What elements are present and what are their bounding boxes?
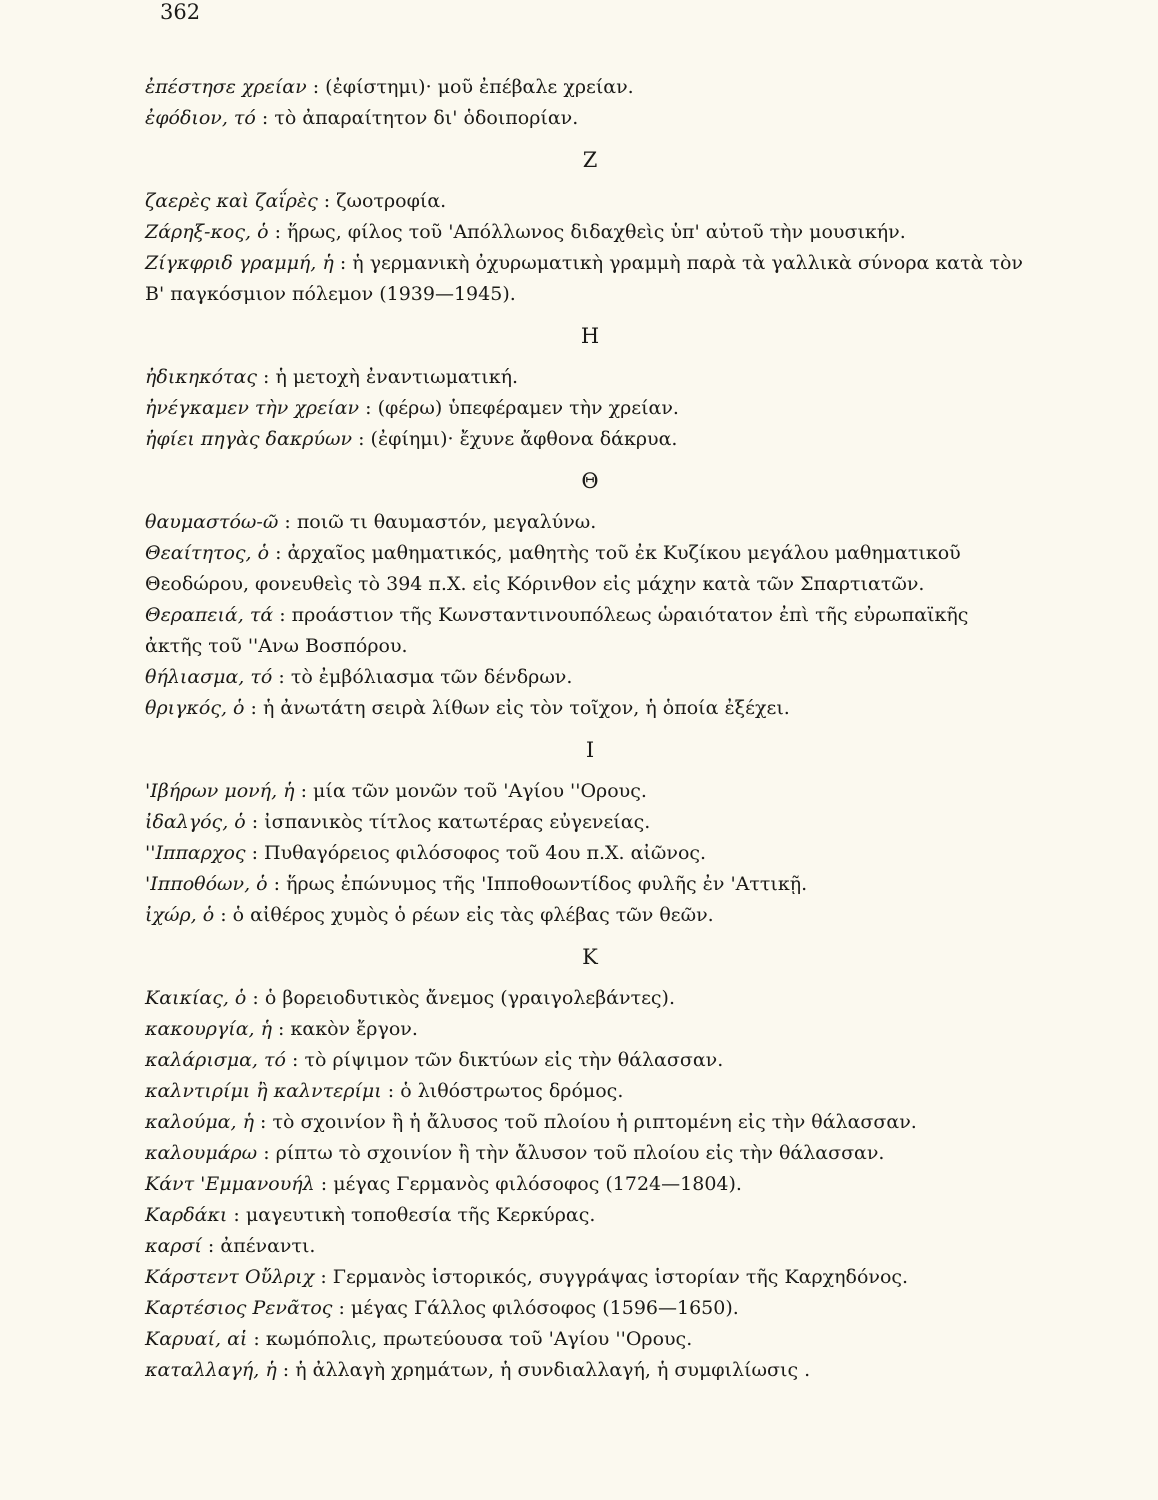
entry: καλουμάρω : ρίπτω τὸ σχοινίον ἢ τὴν ἄλυσον τοῦ πλοίου εἰς τὴν θάλασσαν. xyxy=(145,1142,885,1164)
entry: Ζάρηξ-κος, ὁ : ἥρως, φίλος τοῦ 'Απόλλωνος διδαχθεὶς ὑπ' αὐτοῦ τὴν μουσικήν. xyxy=(145,221,906,243)
entry: θήλιασμα, τό : τὸ ἐμβόλιασμα τῶν δένδρων. xyxy=(145,666,573,688)
entry: κακουργία, ἡ : κακὸν ἔργον. xyxy=(145,1018,418,1040)
entry: ἰχώρ, ὁ : ὁ αἰθέρος χυμὸς ὁ ρέων εἰς τὰς φλέβας τῶν θεῶν. xyxy=(145,904,714,926)
section-letter: Ι xyxy=(585,738,595,762)
entry: θαυμαστόω-ῶ : ποιῶ τι θαυμαστόν, μεγαλύνω. xyxy=(145,511,597,533)
entry: Ζίγκφριδ γραμμή, ἡ : ἡ γερμανικὴ ὀχυρωματικὴ γραμμὴ παρὰ τὰ γαλλικὰ σύνορα κατὰ τὸν Β' παγκόσμιον πόλεμον (1939—1945). xyxy=(145,252,1023,305)
entry: καλάρισμα, τό : τὸ ρίψιμον τῶν δικτύων εἰς τὴν θάλασσαν. xyxy=(145,1049,724,1071)
entry: ζαερὲς καὶ ζαΐρὲς : ζωοτροφία. xyxy=(145,190,447,212)
section-letter: Η xyxy=(580,324,600,348)
dictionary-body xyxy=(145,72,1045,1386)
entry: Καρδάκι : μαγευτικὴ τοποθεσία τῆς Κερκύρας. xyxy=(145,1204,596,1226)
entry: καλούμα, ἡ : τὸ σχοινίον ἢ ἡ ἄλυσος τοῦ πλοίου ἡ ριπτομένη εἰς τὴν θάλασσαν. xyxy=(145,1111,917,1133)
entry: θριγκός, ὁ : ἡ ἀνωτάτη σειρὰ λίθων εἰς τὸν τοῖχον, ἡ ὁποία ἐξέχει. xyxy=(145,697,790,719)
section-letter: Ζ xyxy=(582,148,598,172)
entry: Κάρστεντ Οὔλριχ : Γερμανὸς ἱστορικός, συγγράψας ἱστορίαν τῆς Καρχηδόνος. xyxy=(145,1266,909,1288)
entry: καρσί : ἀπέναντι. xyxy=(145,1235,316,1257)
entry: ἠνέγκαμεν τὴν χρείαν : (φέρω) ὑπεφέραμεν τὴν χρείαν. xyxy=(145,397,679,419)
section-letter: Θ xyxy=(581,469,599,493)
entry: ἐφόδιον, τό : τὸ ἀπαραίτητον δι' ὁδοιπορίαν. xyxy=(145,107,579,129)
entry: Θεραπειά, τά : προάστιον τῆς Κωνσταντινουπόλεως ὡραιότατον ἐπὶ τῆς εὐρωπαϊκῆς ἀκτῆς τοῦ ''Ανω Βοσπόρου. xyxy=(145,604,969,657)
entry: ἠδικηκότας : ἡ μετοχὴ ἐναντιωματική. xyxy=(145,366,519,388)
section-letter: Κ xyxy=(582,945,598,969)
entry: καλντιρίμι ἢ καλντερίμι : ὁ λιθόστρωτος δρόμος. xyxy=(145,1080,624,1102)
entry: 'Ιβήρων μονή, ἡ : μία τῶν μονῶν τοῦ 'Αγίου ''Ορους. xyxy=(145,780,647,802)
entry: ἠφίει πηγὰς δακρύων : (ἐφίημι)· ἔχυνε ἄφθονα δάκρυα. xyxy=(145,428,678,450)
entry: ἰδαλγός, ὁ : ἰσπανικὸς τίτλος κατωτέρας εὐγενείας. xyxy=(145,811,651,833)
entry: ἐπέστησε χρείαν : (ἐφίστημι)· μοῦ ἐπέβαλε χρείαν. xyxy=(145,76,634,98)
page-number: 362 xyxy=(160,0,201,24)
entry: ''Ιππαρχος : Πυθαγόρειος φιλόσοφος τοῦ 4ου π.Χ. αἰῶνος. xyxy=(145,842,707,864)
entry: Καρτέσιος Ρενᾶτος : μέγας Γάλλος φιλόσοφος (1596—1650). xyxy=(145,1297,739,1319)
entry: καταλλαγή, ἡ : ἡ ἀλλαγὴ χρημάτων, ἡ συνδιαλλαγή, ἡ συμφιλίωσις . xyxy=(145,1359,811,1381)
entry: Κάντ 'Εμμανουήλ : μέγας Γερμανὸς φιλόσοφος (1724—1804). xyxy=(145,1173,742,1195)
entry: Θεαίτητος, ὁ : ἀρχαῖος μαθηματικός, μαθητὴς τοῦ ἐκ Κυζίκου μεγάλου μαθηματικοῦ Θεοδώρου, φονευθεὶς τὸ 394 π.Χ. εἰς Κόρινθον εἰς μάχην κατὰ τῶν Σπαρτιατῶν. xyxy=(145,542,961,595)
entry: Καρυαί, αἱ : κωμόπολις, πρωτεύουσα τοῦ 'Αγίου ''Ορους. xyxy=(145,1328,693,1350)
entry: Καικίας, ὁ : ὁ βορειοδυτικὸς ἄνεμος (γραιγολεβάντες). xyxy=(145,987,676,1009)
entry: 'Ιπποθόων, ὁ : ἥρως ἐπώνυμος τῆς 'Ιπποθοωντίδος φυλῆς ἐν 'Αττικῇ. xyxy=(145,873,808,895)
